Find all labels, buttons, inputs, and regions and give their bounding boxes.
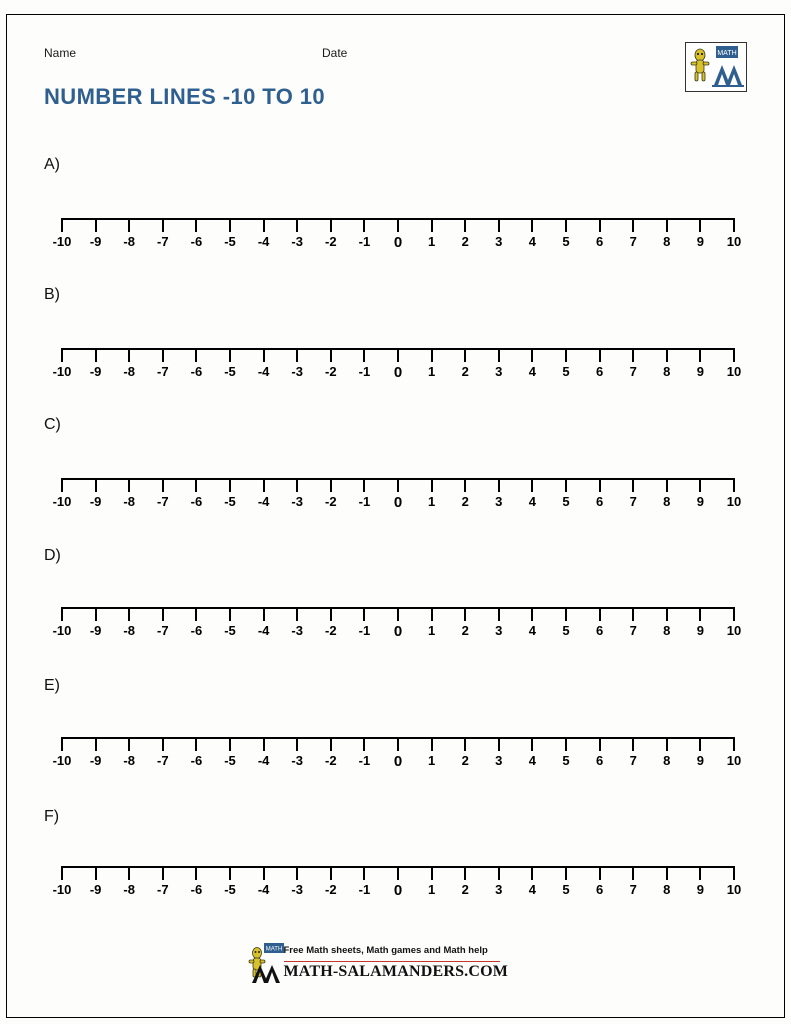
tick-label: -10 — [52, 494, 72, 509]
tick-label: -8 — [123, 882, 135, 897]
tick-mark — [565, 737, 567, 751]
tick-mark — [498, 478, 500, 492]
tick-label: -3 — [291, 753, 303, 768]
tick-label: -5 — [224, 882, 236, 897]
tick-mark — [733, 218, 735, 232]
tick-label: -9 — [89, 882, 102, 897]
tick-mark — [195, 607, 197, 621]
section-label-d: D) — [44, 547, 61, 564]
tick-mark — [666, 737, 668, 751]
tick-mark — [296, 607, 298, 621]
tick-label: -8 — [123, 623, 135, 638]
tick-mark — [128, 478, 130, 492]
tick-mark — [699, 737, 701, 751]
tick-mark — [397, 478, 399, 492]
page-title: NUMBER LINES -10 TO 10 — [44, 84, 326, 109]
tick-mark — [229, 218, 231, 232]
tick-label: 0 — [393, 364, 403, 381]
tick-mark — [263, 866, 265, 880]
tick-label: 5 — [562, 364, 570, 379]
tick-label: -6 — [190, 623, 203, 638]
tick-mark — [464, 218, 466, 232]
tick-label: -10 — [52, 753, 72, 768]
tick-label: 5 — [562, 234, 570, 249]
tick-mark — [632, 218, 634, 232]
number-line-e — [52, 737, 742, 783]
tick-label: 9 — [696, 753, 705, 768]
tick-label: -9 — [89, 494, 102, 509]
tick-mark — [733, 348, 735, 362]
tick-mark — [95, 866, 97, 880]
tick-mark — [699, 478, 701, 492]
tick-mark — [632, 478, 634, 492]
tick-label: 4 — [528, 494, 537, 509]
tick-label: -7 — [157, 753, 169, 768]
tick-label: -9 — [89, 234, 102, 249]
tick-mark — [666, 866, 668, 880]
tick-label: 3 — [495, 364, 503, 379]
tick-mark — [330, 737, 332, 751]
tick-mark — [162, 737, 164, 751]
tick-mark — [431, 866, 433, 880]
tick-mark — [498, 348, 500, 362]
tick-label: 7 — [629, 364, 637, 379]
tick-mark — [599, 348, 601, 362]
tick-label: 1 — [427, 623, 436, 638]
tick-label: 6 — [595, 234, 604, 249]
section-label-e: E) — [44, 677, 60, 694]
svg-text:MATH: MATH — [265, 946, 282, 953]
tick-mark — [263, 607, 265, 621]
tick-mark — [599, 737, 601, 751]
page-border-top — [6, 14, 785, 15]
tick-label: 0 — [393, 494, 403, 511]
tick-label: -4 — [257, 234, 270, 249]
tick-mark — [531, 348, 533, 362]
tick-label: -3 — [291, 234, 303, 249]
tick-mark — [296, 478, 298, 492]
tick-mark — [162, 607, 164, 621]
tick-mark — [431, 348, 433, 362]
tick-label: 3 — [495, 753, 503, 768]
tick-mark — [733, 866, 735, 880]
tick-label: 1 — [427, 882, 436, 897]
tick-label: 7 — [629, 494, 637, 509]
tick-mark — [195, 737, 197, 751]
tick-mark — [263, 478, 265, 492]
tick-label: -5 — [224, 753, 236, 768]
tick-mark — [699, 348, 701, 362]
section-label-f: F) — [44, 808, 60, 825]
tick-label: -3 — [291, 364, 303, 379]
page-border-bottom — [6, 1017, 785, 1018]
tick-label: -4 — [257, 494, 270, 509]
tick-mark — [464, 866, 466, 880]
tick-mark — [229, 607, 231, 621]
tick-mark — [229, 737, 231, 751]
tick-mark — [128, 218, 130, 232]
tick-mark — [666, 478, 668, 492]
tick-label: 1 — [427, 494, 436, 509]
tick-label: 8 — [663, 753, 671, 768]
section-label-c: C) — [44, 416, 61, 433]
tick-mark — [498, 218, 500, 232]
tick-label: -7 — [157, 882, 169, 897]
date-label: Date — [322, 46, 348, 60]
tick-mark — [95, 348, 97, 362]
tick-mark — [296, 218, 298, 232]
math-salamanders-footer-logo-icon — [246, 943, 286, 985]
tick-mark — [95, 218, 97, 232]
tick-label: -5 — [224, 623, 236, 638]
tick-mark — [733, 478, 735, 492]
tick-mark — [61, 218, 63, 232]
tick-mark — [464, 607, 466, 621]
tick-mark — [565, 478, 567, 492]
tick-mark — [128, 866, 130, 880]
tick-label: -1 — [358, 494, 371, 509]
tick-label: -6 — [190, 882, 203, 897]
tick-mark — [531, 218, 533, 232]
tick-label: 1 — [427, 364, 436, 379]
tick-label: 2 — [461, 882, 469, 897]
tick-mark — [195, 478, 197, 492]
tick-mark — [162, 478, 164, 492]
tick-mark — [162, 866, 164, 880]
tick-mark — [296, 866, 298, 880]
svg-text:MATH: MATH — [717, 50, 737, 57]
tick-mark — [128, 348, 130, 362]
number-line-f — [52, 866, 742, 912]
tick-mark — [95, 607, 97, 621]
tick-label: 5 — [562, 623, 570, 638]
footer-divider — [284, 961, 500, 962]
tick-label: 1 — [427, 753, 436, 768]
tick-label: 3 — [495, 234, 503, 249]
tick-label: -8 — [123, 753, 135, 768]
tick-mark — [632, 737, 634, 751]
tick-label: 4 — [528, 364, 537, 379]
tick-mark — [565, 607, 567, 621]
tick-label: -10 — [52, 234, 72, 249]
tick-label: -1 — [358, 623, 371, 638]
tick-mark — [666, 607, 668, 621]
tick-label: -2 — [325, 494, 337, 509]
tick-mark — [195, 866, 197, 880]
tick-mark — [229, 866, 231, 880]
tick-mark — [632, 607, 634, 621]
tick-label: 4 — [528, 623, 537, 638]
tick-label: -4 — [257, 623, 270, 638]
tick-mark — [699, 607, 701, 621]
tick-label: -2 — [325, 623, 337, 638]
tick-mark — [363, 866, 365, 880]
tick-label: -4 — [257, 882, 270, 897]
tick-mark — [699, 866, 701, 880]
tick-label: -10 — [52, 623, 72, 638]
tick-mark — [61, 737, 63, 751]
tick-mark — [397, 737, 399, 751]
tick-mark — [733, 737, 735, 751]
tick-mark — [498, 866, 500, 880]
tick-mark — [162, 348, 164, 362]
tick-label: 0 — [393, 234, 403, 251]
tick-label: -7 — [157, 494, 169, 509]
tick-label: 10 — [726, 623, 742, 638]
tick-label: -9 — [89, 364, 102, 379]
tick-mark — [599, 218, 601, 232]
math-salamanders-logo-icon — [685, 42, 747, 92]
tick-label: 8 — [663, 882, 671, 897]
tick-mark — [464, 348, 466, 362]
tick-label: -2 — [325, 234, 337, 249]
tick-label: 6 — [595, 494, 604, 509]
tick-mark — [263, 218, 265, 232]
tick-mark — [498, 737, 500, 751]
tick-mark — [95, 737, 97, 751]
tick-label: -2 — [325, 753, 337, 768]
tick-mark — [330, 218, 332, 232]
tick-mark — [363, 478, 365, 492]
tick-mark — [195, 348, 197, 362]
tick-mark — [531, 866, 533, 880]
tick-label: -8 — [123, 234, 135, 249]
tick-label: 0 — [393, 623, 403, 640]
tick-label: -8 — [123, 494, 135, 509]
tick-label: 8 — [663, 494, 671, 509]
tick-label: 10 — [726, 364, 742, 379]
tick-label: -3 — [291, 882, 303, 897]
tick-mark — [61, 866, 63, 880]
tick-mark — [666, 218, 668, 232]
number-line-a — [52, 218, 742, 264]
tick-mark — [431, 607, 433, 621]
tick-label: -7 — [157, 623, 169, 638]
tick-label: -2 — [325, 364, 337, 379]
tick-label: 2 — [461, 623, 469, 638]
tick-label: -1 — [358, 882, 371, 897]
tick-mark — [263, 348, 265, 362]
number-line-b — [52, 348, 742, 394]
tick-mark — [565, 348, 567, 362]
tick-label: 5 — [562, 882, 570, 897]
tick-label: 8 — [663, 234, 671, 249]
footer-tagline: Free Math sheets, Math games and Math help — [283, 945, 488, 956]
tick-label: -10 — [52, 364, 72, 379]
name-label: Name — [44, 46, 77, 60]
tick-mark — [531, 478, 533, 492]
tick-label: -1 — [358, 234, 371, 249]
tick-mark — [632, 866, 634, 880]
tick-label: -8 — [123, 364, 135, 379]
tick-label: 7 — [629, 234, 637, 249]
footer — [0, 945, 791, 996]
tick-mark — [397, 866, 399, 880]
tick-mark — [296, 737, 298, 751]
tick-mark — [599, 607, 601, 621]
tick-label: 7 — [629, 753, 637, 768]
tick-mark — [397, 218, 399, 232]
tick-mark — [61, 348, 63, 362]
page-border-left — [6, 14, 7, 1018]
tick-label: 6 — [595, 753, 604, 768]
tick-label: 6 — [595, 882, 604, 897]
tick-mark — [229, 348, 231, 362]
tick-label: 5 — [562, 753, 570, 768]
tick-mark — [128, 737, 130, 751]
tick-label: 2 — [461, 494, 469, 509]
tick-label: -5 — [224, 364, 236, 379]
footer-site-link[interactable]: MATH-SALAMANDERS.COM — [283, 963, 509, 980]
tick-label: 10 — [726, 234, 742, 249]
tick-mark — [431, 478, 433, 492]
tick-mark — [599, 478, 601, 492]
tick-label: 7 — [629, 623, 637, 638]
tick-label: 0 — [393, 753, 403, 770]
tick-label: 10 — [726, 753, 742, 768]
tick-mark — [431, 218, 433, 232]
tick-label: 4 — [528, 753, 537, 768]
tick-label: 3 — [495, 623, 503, 638]
tick-mark — [296, 348, 298, 362]
tick-label: 9 — [696, 494, 705, 509]
tick-label: 1 — [427, 234, 436, 249]
tick-mark — [363, 218, 365, 232]
tick-label: 3 — [495, 494, 503, 509]
tick-mark — [162, 218, 164, 232]
tick-mark — [229, 478, 231, 492]
tick-mark — [61, 478, 63, 492]
tick-mark — [531, 607, 533, 621]
tick-mark — [431, 737, 433, 751]
tick-label: -10 — [52, 882, 72, 897]
tick-label: 9 — [696, 882, 705, 897]
tick-mark — [565, 866, 567, 880]
tick-mark — [263, 737, 265, 751]
tick-label: 7 — [629, 882, 637, 897]
tick-label: -6 — [190, 494, 203, 509]
tick-mark — [363, 348, 365, 362]
tick-mark — [330, 478, 332, 492]
tick-label: 6 — [595, 364, 604, 379]
tick-label: 8 — [663, 364, 671, 379]
tick-label: -9 — [89, 623, 102, 638]
tick-label: 5 — [562, 494, 570, 509]
tick-mark — [733, 607, 735, 621]
tick-label: 10 — [726, 882, 742, 897]
tick-label: 4 — [528, 234, 537, 249]
section-label-b: B) — [44, 286, 60, 303]
tick-label: -5 — [224, 234, 236, 249]
tick-mark — [397, 607, 399, 621]
tick-label: -1 — [358, 364, 371, 379]
number-line-c — [52, 478, 742, 524]
tick-mark — [363, 737, 365, 751]
section-label-a: A) — [44, 156, 60, 173]
tick-label: 10 — [726, 494, 742, 509]
tick-label: 3 — [495, 882, 503, 897]
tick-mark — [632, 348, 634, 362]
tick-label: -1 — [358, 753, 371, 768]
tick-mark — [565, 218, 567, 232]
tick-label: 2 — [461, 753, 469, 768]
tick-mark — [397, 348, 399, 362]
number-line-d — [52, 607, 742, 653]
tick-mark — [599, 866, 601, 880]
tick-label: -6 — [190, 364, 203, 379]
tick-label: 9 — [696, 364, 705, 379]
tick-mark — [195, 218, 197, 232]
tick-label: -3 — [291, 623, 303, 638]
tick-label: 2 — [461, 234, 469, 249]
tick-label: 9 — [696, 234, 705, 249]
tick-label: -7 — [157, 364, 169, 379]
tick-mark — [363, 607, 365, 621]
tick-label: -6 — [190, 234, 203, 249]
tick-mark — [61, 607, 63, 621]
tick-mark — [330, 607, 332, 621]
tick-label: 0 — [393, 882, 403, 899]
page-border-right — [784, 14, 785, 1018]
tick-label: -9 — [89, 753, 102, 768]
tick-mark — [498, 607, 500, 621]
tick-mark — [330, 348, 332, 362]
tick-label: 6 — [595, 623, 604, 638]
tick-mark — [330, 866, 332, 880]
tick-mark — [531, 737, 533, 751]
tick-label: 2 — [461, 364, 469, 379]
tick-label: 9 — [696, 623, 705, 638]
tick-mark — [95, 478, 97, 492]
tick-label: -4 — [257, 753, 270, 768]
tick-label: -4 — [257, 364, 270, 379]
tick-label: -7 — [157, 234, 169, 249]
tick-mark — [128, 607, 130, 621]
tick-mark — [699, 218, 701, 232]
tick-label: -2 — [325, 882, 337, 897]
tick-mark — [666, 348, 668, 362]
tick-label: 8 — [663, 623, 671, 638]
tick-label: -3 — [291, 494, 303, 509]
tick-label: -6 — [190, 753, 203, 768]
tick-mark — [464, 737, 466, 751]
tick-label: 4 — [528, 882, 537, 897]
tick-mark — [464, 478, 466, 492]
tick-label: -5 — [224, 494, 236, 509]
